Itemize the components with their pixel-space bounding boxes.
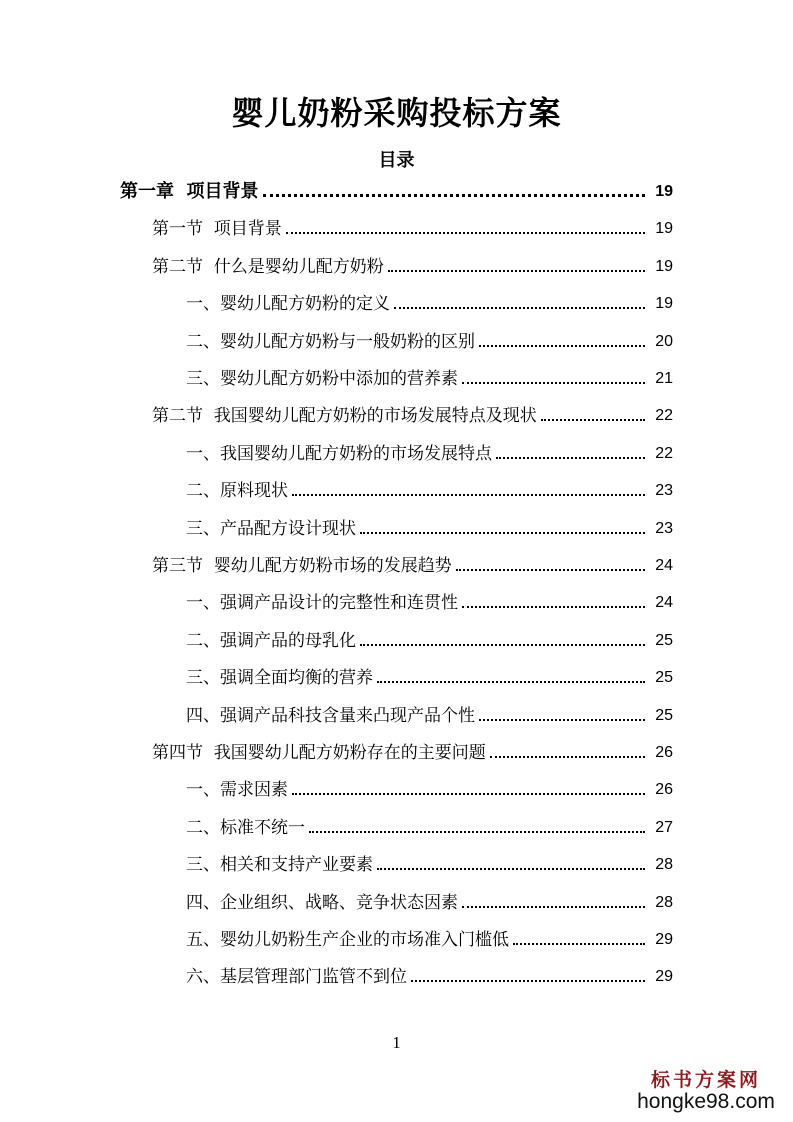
- toc-entry-page: 28: [655, 893, 673, 911]
- toc-entry-page: 22: [655, 444, 673, 462]
- toc-entry-page: 29: [655, 968, 673, 986]
- toc-entry[interactable]: [152, 402, 673, 428]
- toc-dot-leader: [394, 307, 645, 309]
- toc-entry[interactable]: [120, 178, 673, 204]
- toc-entry-label: 一、婴幼儿配方奶粉的定义: [186, 294, 390, 315]
- toc-dot-leader: [462, 382, 645, 384]
- toc-entry-page: 19: [655, 295, 673, 313]
- toc-entry-label: 三、产品配方设计现状: [186, 518, 356, 539]
- toc-entry-page: 19: [655, 183, 673, 200]
- toc-entry-page: 23: [655, 519, 673, 537]
- toc-entry-label: 三、强调全面均衡的营养: [186, 668, 373, 689]
- watermark: [631, 1065, 781, 1114]
- toc-entry-label: 第四节 我国婴幼儿配方奶粉存在的主要问题: [152, 743, 486, 763]
- toc-dot-leader: [479, 719, 645, 721]
- page-number: 1: [392, 1033, 401, 1052]
- toc-dot-leader: [456, 569, 645, 571]
- toc-dot-leader: [377, 681, 645, 683]
- toc-entry-label: 二、强调产品的母乳化: [186, 630, 356, 651]
- toc-entry[interactable]: [186, 814, 673, 840]
- toc-entry-page: 19: [655, 257, 673, 275]
- toc-entry-label: 一、我国婴幼儿配方奶粉的市场发展特点: [186, 443, 492, 464]
- toc-dot-leader: [263, 194, 645, 197]
- toc-entry-label: 三、婴幼儿配方奶粉中添加的营养素: [186, 369, 458, 389]
- toc-dot-leader: [360, 644, 645, 646]
- toc-dot-leader: [513, 943, 645, 945]
- toc-entry-page: 27: [655, 818, 673, 836]
- toc-entry[interactable]: [186, 926, 673, 952]
- toc-entry-page: 26: [655, 781, 673, 799]
- toc-entry[interactable]: [186, 440, 673, 466]
- toc-dot-leader: [360, 532, 645, 534]
- toc-entry-label: 二、婴幼儿配方奶粉与一般奶粉的区别: [186, 331, 475, 352]
- toc-dot-leader: [292, 793, 645, 795]
- toc-entry-label: 四、企业组织、战略、竞争状态因素: [186, 892, 458, 913]
- toc-entry-page: 29: [655, 931, 673, 948]
- toc-dot-leader: [411, 980, 645, 982]
- toc-entry-label: 五、婴幼儿奶粉生产企业的市场准入门槛低: [186, 930, 509, 950]
- toc-dot-leader: [292, 494, 645, 496]
- toc-dot-leader: [388, 270, 645, 272]
- toc-entry-page: 20: [655, 332, 673, 350]
- toc-entry-page: 21: [655, 370, 673, 387]
- toc-entry-label: 第二节 什么是婴幼儿配方奶粉: [152, 256, 384, 277]
- toc-entry-page: 25: [655, 631, 673, 649]
- toc-dot-leader: [309, 831, 645, 833]
- toc-entry[interactable]: [186, 365, 673, 391]
- toc-entry-page: 19: [655, 220, 673, 238]
- toc-dot-leader: [490, 756, 645, 758]
- toc-dot-leader: [377, 868, 645, 870]
- toc-entry[interactable]: [186, 328, 673, 354]
- toc-entry[interactable]: [152, 215, 673, 241]
- toc-entry-page: 26: [655, 744, 673, 761]
- toc-entry-label: 二、标准不统一: [186, 817, 305, 838]
- toc-entry[interactable]: [186, 776, 673, 802]
- toc-entry[interactable]: [186, 889, 673, 915]
- toc-entry[interactable]: [186, 515, 673, 541]
- toc-dot-leader: [479, 345, 645, 347]
- toc-entry[interactable]: [186, 664, 673, 690]
- toc-entry[interactable]: [152, 552, 673, 578]
- toc-entry-page: 22: [655, 407, 673, 425]
- toc-entry[interactable]: [186, 477, 673, 503]
- toc-dot-leader: [462, 906, 645, 908]
- toc-entry-label: 第二节 我国婴幼儿配方奶粉的市场发展特点及现状: [152, 406, 537, 427]
- toc-entry[interactable]: [186, 589, 673, 615]
- toc-entry-label: 四、强调产品科技含量来凸现产品个性: [186, 705, 475, 726]
- toc-dot-leader: [462, 606, 645, 608]
- toc-dot-leader: [496, 457, 645, 459]
- toc-entry[interactable]: [186, 963, 673, 989]
- toc-entry-page: 25: [655, 669, 673, 687]
- toc-entry-label: 一、强调产品设计的完整性和连贯性: [186, 593, 458, 614]
- toc-entry-page: 28: [655, 856, 673, 874]
- toc-entry[interactable]: [186, 627, 673, 653]
- toc-entry[interactable]: [186, 290, 673, 316]
- toc-entry-page: 24: [655, 594, 673, 612]
- toc-entry-page: 23: [655, 482, 673, 500]
- toc-entry[interactable]: [186, 851, 673, 877]
- toc-heading: 目录: [378, 150, 415, 171]
- toc-entry-label: 三、相关和支持产业要素: [186, 855, 373, 876]
- toc-entry-label: 六、基层管理部门监管不到位: [186, 967, 407, 988]
- watermark-chinese-text: 标书方案网: [650, 1069, 761, 1091]
- toc-entry[interactable]: [152, 739, 673, 765]
- toc-entry-label: 第三节 婴幼儿配方奶粉市场的发展趋势: [152, 556, 452, 576]
- watermark-url: hongke98.com: [637, 1090, 775, 1113]
- toc-entry-label: 一、需求因素: [186, 780, 288, 801]
- toc-dot-leader: [541, 419, 645, 421]
- toc-entry[interactable]: [152, 253, 673, 279]
- document-title: 婴儿奶粉采购投标方案: [231, 94, 562, 132]
- toc-entry-label: 第一节 项目背景: [152, 219, 282, 240]
- toc-dot-leader: [286, 232, 645, 234]
- toc-entry[interactable]: [186, 702, 673, 728]
- toc-entry-label: 第一章 项目背景: [120, 181, 259, 202]
- toc-entry-label: 二、原料现状: [186, 481, 288, 502]
- toc-entry-page: 24: [655, 557, 673, 574]
- toc-entry-page: 25: [655, 706, 673, 724]
